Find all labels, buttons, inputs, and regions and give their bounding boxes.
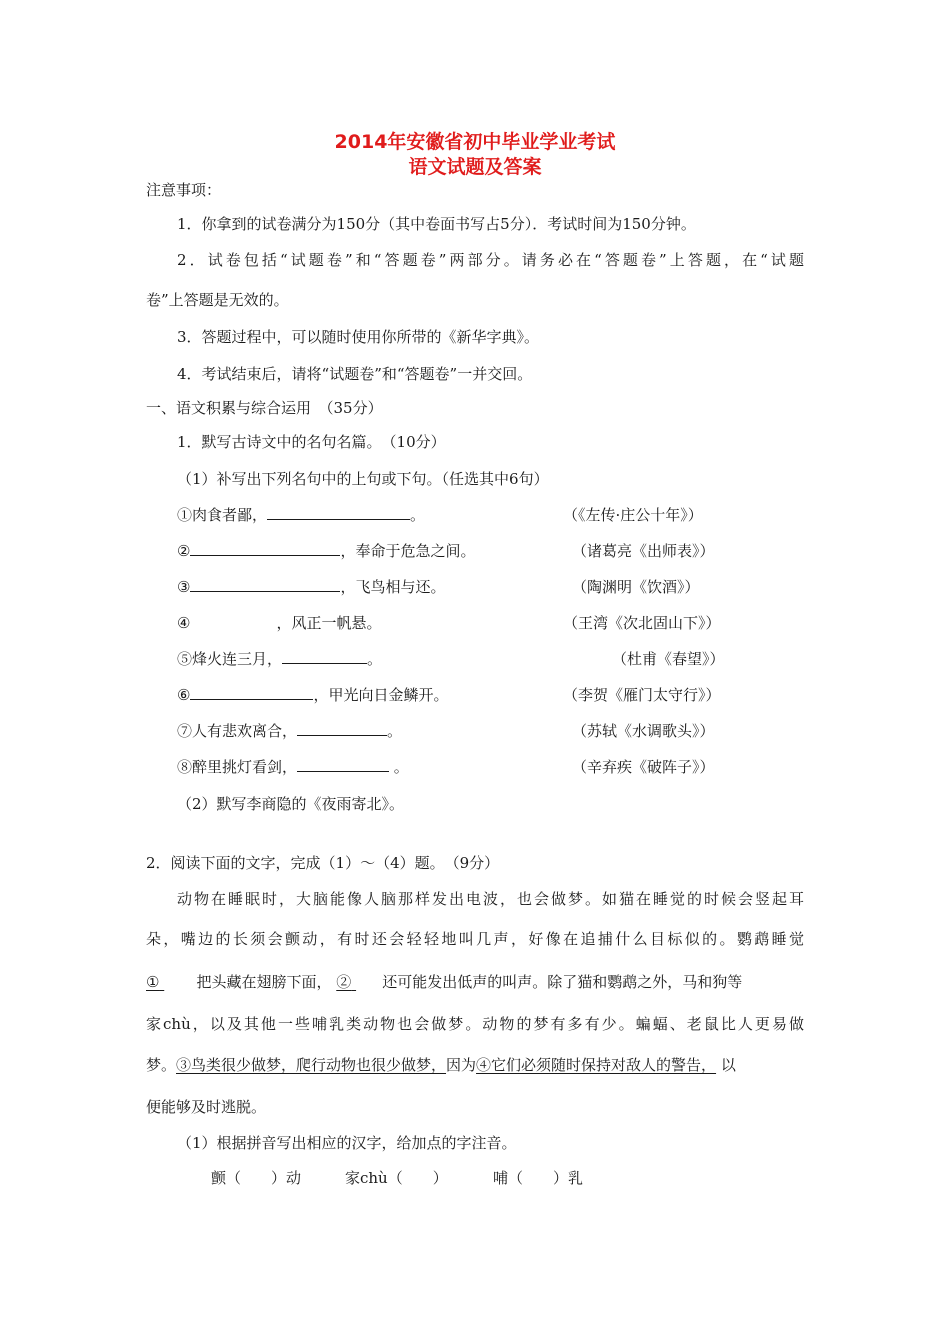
- blank-marker: ②: [336, 973, 352, 991]
- subquestion-heading: （1）补写出下列名句中的上句或下句。（任选其中6句）: [177, 470, 549, 488]
- fill-line: [177, 649, 382, 669]
- blank-marker: ①: [146, 973, 160, 991]
- passage-text: 因为: [446, 1056, 477, 1074]
- line-suffix: ，飞鸟相与还。: [340, 578, 446, 596]
- answer-blank[interactable]: [297, 721, 387, 736]
- notice-item: 2．试卷包括“试题卷”和“答题卷”两部分。请务必在“答题卷”上答题，在“试题: [177, 251, 804, 269]
- fill-line: [177, 541, 475, 561]
- passage-line: 便能够及时逃脱。: [146, 1098, 267, 1116]
- answer-blank[interactable]: [297, 757, 389, 772]
- line-prefix: ⑦人有悲欢离合，: [177, 722, 298, 740]
- passage-line: 朵，嘴边的长须会颤动，有时还会轻轻地叫几声，好像在追捕什么目标似的。鹦鹉睡觉: [146, 930, 804, 948]
- answer-blank[interactable]: [190, 685, 313, 700]
- source-citation: （《左传·庄公十年》）: [563, 506, 703, 524]
- fill-line: [177, 757, 409, 777]
- fill-line: [177, 685, 448, 705]
- line-suffix: 。: [410, 506, 426, 524]
- answer-blank[interactable]: [190, 541, 340, 556]
- line-suffix: 。: [367, 650, 383, 668]
- subquestion-heading: （1）根据拼音写出相应的汉字，给加点的字注音。: [177, 1134, 517, 1152]
- passage-text: 梦。: [146, 1056, 177, 1074]
- source-citation: （诸葛亮《出师表》）: [572, 542, 715, 560]
- passage-text: 以: [720, 1056, 736, 1074]
- answer-blank[interactable]: [282, 649, 367, 664]
- fill-line: [177, 721, 402, 741]
- line-suffix: ，奉命于危急之间。: [340, 542, 476, 560]
- answer-blank[interactable]: [267, 505, 410, 520]
- source-citation: （陶渊明《饮酒》）: [572, 578, 700, 596]
- line-prefix: ③: [177, 578, 191, 596]
- source-citation: （杜甫《春望》）: [612, 650, 725, 668]
- page-title: 2014年安徽省初中毕业学业考试: [334, 131, 616, 153]
- passage-text: 把头藏在翅膀下面，: [196, 973, 332, 991]
- line-prefix: ①肉食者鄙，: [177, 506, 268, 524]
- underlined-phrase: ④它们必须随时保持对敌人的警告，: [476, 1056, 717, 1074]
- passage-line: [146, 1055, 804, 1075]
- line-prefix: ⑤烽火连三月，: [177, 650, 283, 668]
- source-citation: （李贺《雁门太守行》）: [563, 686, 721, 704]
- notice-item: 4．考试结束后，请将“试题卷”和“答题卷”一并交回。: [177, 365, 533, 383]
- pinyin-item: 颤（ ）动: [211, 1169, 302, 1187]
- pinyin-item: 家chù（ ）: [345, 1169, 448, 1187]
- passage-line: 家chù，以及其他一些哺乳类动物也会做梦。动物的梦有多有少。蝙蝠、老鼠比人更易做: [146, 1015, 804, 1033]
- fill-line: [177, 505, 425, 525]
- source-citation: （苏轼《水调歌头》）: [572, 722, 715, 740]
- underlined-phrase: ③鸟类很少做梦，爬行动物也很少做梦，: [176, 1056, 447, 1074]
- passage-line: 动物在睡眠时，大脑能像人脑那样发出电波，也会做梦。如猫在睡觉的时候会竖起耳: [177, 890, 804, 908]
- passage-line: [146, 972, 804, 992]
- section-heading: 一、语文积累与综合运用 （35分）: [146, 399, 383, 417]
- page-subtitle: 语文试题及答案: [408, 156, 542, 178]
- subquestion-heading: （2）默写李商隐的《夜雨寄北》。: [177, 795, 405, 813]
- passage-text: 还可能发出低声的叫声。除了猫和鹦鹉之外，马和狗等: [382, 973, 743, 991]
- line-prefix: ⑧醉里挑灯看剑，: [177, 758, 298, 776]
- question-heading: 1．默写古诗文中的名句名篇。 （10分）: [177, 433, 446, 451]
- fill-line: [177, 613, 381, 633]
- line-suffix: 。: [387, 722, 403, 740]
- line-suffix: ，风正一帆悬。: [276, 614, 382, 632]
- line-suffix: ，甲光向日金鳞开。: [313, 686, 449, 704]
- line-prefix: ②: [177, 542, 191, 560]
- line-prefix: ⑥: [177, 686, 191, 704]
- notice-item: 卷”上答题是无效的。: [146, 291, 289, 309]
- fill-line: [177, 577, 445, 597]
- source-citation: （辛弃疾《破阵子》）: [572, 758, 715, 776]
- question-heading: 2．阅读下面的文字，完成（1）～（4）题。 （9分）: [146, 854, 500, 872]
- answer-blank[interactable]: [190, 577, 340, 592]
- notice-item: 3．答题过程中，可以随时使用你所带的《新华字典》。: [177, 328, 540, 346]
- pinyin-item: 哺（ ）乳: [493, 1169, 584, 1187]
- line-prefix: ④: [177, 614, 191, 632]
- notice-heading: 注意事项：: [146, 181, 222, 199]
- line-suffix: 。: [393, 758, 409, 776]
- notice-item: 1．你拿到的试卷满分为150分（其中卷面书写占5分）．考试时间为150分钟。: [177, 215, 696, 233]
- source-citation: （王湾《次北固山下》）: [563, 614, 721, 632]
